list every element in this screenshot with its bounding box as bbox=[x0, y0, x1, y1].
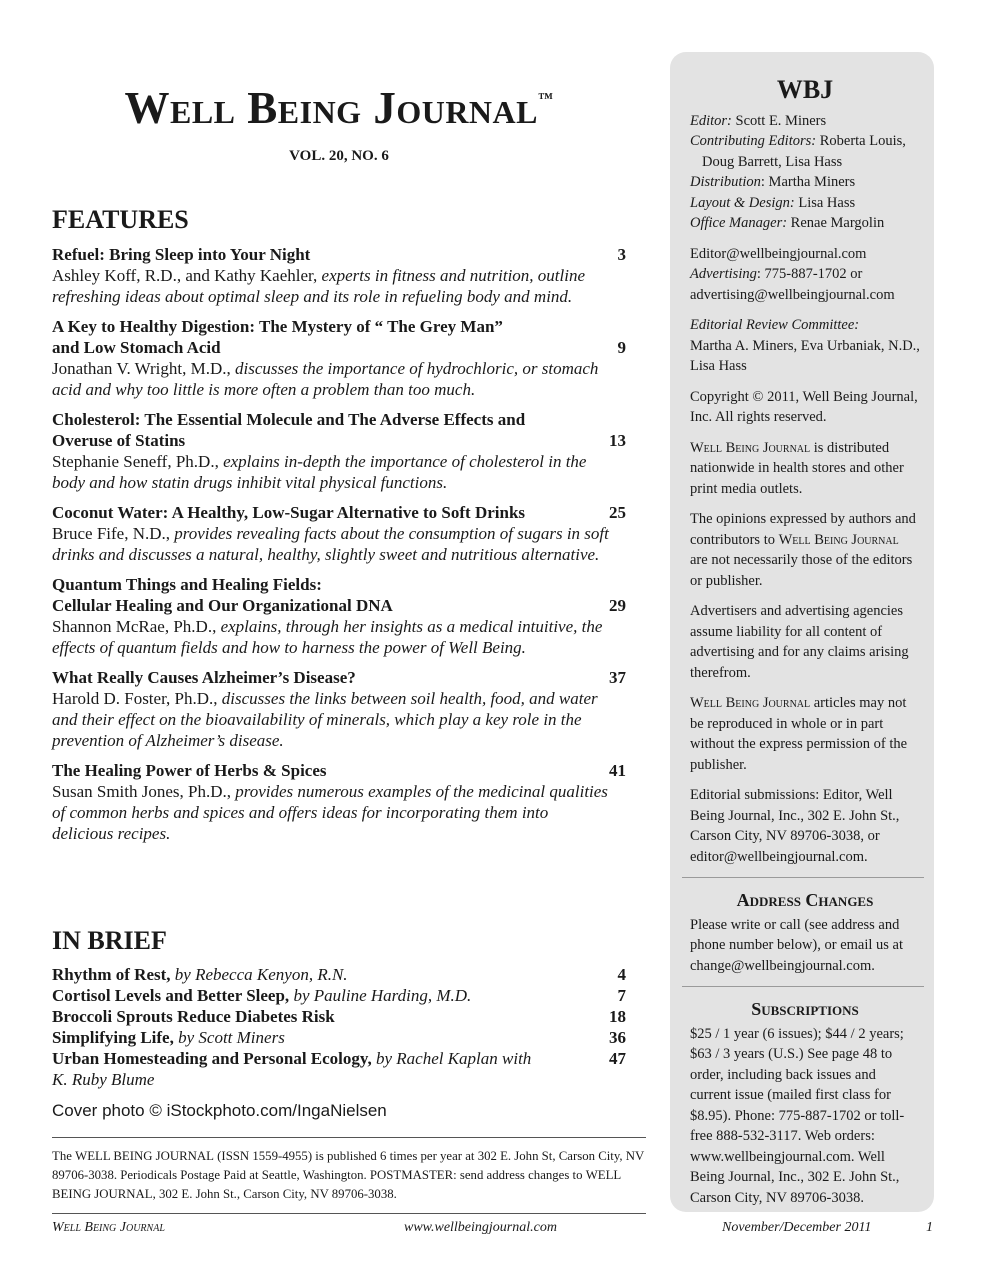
feature-title-row bbox=[52, 502, 626, 523]
feature-article[interactable] bbox=[52, 244, 626, 307]
feature-title-row bbox=[52, 667, 626, 688]
editor-email-link[interactable]: Editor@wellbeingjournal.com bbox=[690, 245, 867, 262]
staff-row: Office Manager: Renae Margolin bbox=[690, 215, 885, 231]
feature-title-row bbox=[52, 760, 626, 781]
staff-row: Contributing Editors: Roberta Louis, bbox=[690, 133, 906, 149]
feature-page: 25 bbox=[609, 503, 626, 522]
feature-title-continued[interactable]: and Low Stomach Acid bbox=[52, 338, 221, 357]
subscriptions-heading: Subscriptions bbox=[751, 999, 859, 1019]
brief-byline-continued: K. Ruby Blume bbox=[52, 1070, 155, 1089]
brief-byline: by Scott Miners bbox=[178, 1028, 285, 1047]
feature-page: 41 bbox=[609, 761, 626, 780]
feature-title-row bbox=[52, 337, 626, 358]
feature-title[interactable]: Refuel: Bring Sleep into Your Night bbox=[52, 245, 311, 264]
brief-page: 36 bbox=[609, 1028, 626, 1047]
cover-credit: Cover photo © iStockphoto.com/IngaNielsen bbox=[52, 1101, 387, 1120]
footer-page-number: 1 bbox=[926, 1220, 933, 1235]
feature-description bbox=[52, 781, 626, 844]
feature-title[interactable]: What Really Causes Alzheimer’s Disease? bbox=[52, 668, 356, 687]
brief-page: 7 bbox=[617, 986, 626, 1005]
feature-summary: experts in fitness and nutrition, outline refreshing ideas about optimal sleep and its role in refueling body and mind. bbox=[52, 266, 586, 306]
feature-author: Ashley Koff, R.D., and Kathy Kaehler, bbox=[52, 266, 318, 285]
feature-title-row bbox=[52, 316, 626, 337]
feature-description bbox=[52, 358, 626, 400]
feature-article[interactable] bbox=[52, 502, 626, 565]
brief-item[interactable] bbox=[52, 964, 626, 985]
contact-block: Editor@wellbeingjournal.com Advertising: 775-887-1702 or advertising@wellbeingjournal.com bbox=[690, 244, 920, 306]
feature-summary: provides numerous examples of the medicinal qualities of common herbs and spices and offers ideas for incorporating them into delicious recipes. bbox=[52, 782, 608, 843]
brief-title[interactable]: Cortisol Levels and Better Sleep, bbox=[52, 986, 290, 1005]
feature-title-continued[interactable]: Cellular Healing and Our Organizational DNA bbox=[52, 596, 393, 615]
feature-description bbox=[52, 265, 626, 307]
feature-author: Harold D. Foster, Ph.D., bbox=[52, 689, 218, 708]
footer-journal-name: Well Being Journal bbox=[52, 1220, 165, 1235]
feature-page: 13 bbox=[609, 431, 626, 450]
feature-title-continued[interactable]: Overuse of Statins bbox=[52, 431, 186, 450]
advertising-email-link[interactable]: advertising@wellbeingjournal.com bbox=[690, 286, 895, 303]
feature-description bbox=[52, 688, 626, 751]
brief-title[interactable]: Simplifying Life, bbox=[52, 1028, 174, 1047]
reproduction-notice: Well Being Journal articles may not be reproduced in whole or in part without the express permission of the publisher. bbox=[690, 695, 908, 773]
feature-article[interactable] bbox=[52, 316, 626, 400]
footer-website-link[interactable]: www.wellbeingjournal.com bbox=[404, 1220, 557, 1235]
sidebar-title: WBJ bbox=[776, 75, 834, 104]
feature-page: 9 bbox=[617, 338, 626, 357]
sidebar-divider bbox=[682, 986, 924, 987]
copyright-notice: Copyright © 2011, Well Being Journal, Inc. All rights reserved. bbox=[690, 388, 918, 425]
feature-author: Shannon McRae, Ph.D., bbox=[52, 617, 217, 636]
feature-summary: provides revealing facts about the consumption of sugars in soft drinks and discusses a natural, healthy, slightly sweet and nutritious alternative. bbox=[52, 524, 609, 564]
brief-page: 4 bbox=[617, 965, 626, 984]
journal-title bbox=[52, 83, 626, 133]
advertising-phone: : 775-887-1702 or bbox=[756, 266, 863, 282]
staff-row: Editor: Scott E. Miners bbox=[690, 112, 827, 129]
trademark-mark: ™ bbox=[538, 91, 554, 107]
journal-name: WELL BEING JOURNAL bbox=[75, 1149, 214, 1163]
feature-page: 37 bbox=[609, 668, 626, 687]
feature-title[interactable]: Coconut Water: A Healthy, Low-Sugar Alternative to Soft Drinks bbox=[52, 503, 526, 522]
brief-title[interactable]: Broccoli Sprouts Reduce Diabetes Risk bbox=[52, 1007, 335, 1026]
opinions-notice: The opinions expressed by authors and contributors to Well Being Journal are not necessarily those of the editors or publisher. bbox=[690, 511, 916, 589]
features-heading: FEATURES bbox=[52, 205, 189, 234]
feature-description bbox=[52, 523, 626, 565]
journal-title-text: Well Being Journal bbox=[124, 83, 538, 133]
brief-byline: by Pauline Harding, M.D. bbox=[293, 986, 472, 1005]
subscriptions-text: $25 / 1 year (6 issues); $44 / 2 years; $63 / 3 years (U.S.) See page 48 to order, including back issues and current issue (mailed first class for $8.95). Phone: 775-887-1702 or toll-free 888-532-3117. Web orders: www.wellbeingjournal.com. Well Being Journal, Inc., 302 E. John St., Carson City, NV 89706-3038. bbox=[690, 1025, 905, 1206]
sidebar-divider bbox=[682, 877, 924, 878]
feature-summary: explains, through her insights as a medical intuitive, the effects of quantum fields and how to harness the power of Well Being. bbox=[52, 617, 603, 657]
feature-title[interactable]: The Healing Power of Herbs & Spices bbox=[52, 761, 327, 780]
issue-number: VOL. 20, NO. 6 bbox=[289, 148, 389, 164]
divider bbox=[52, 1137, 646, 1138]
journal-name: WELL BEING JOURNAL bbox=[52, 1168, 621, 1201]
feature-description bbox=[52, 451, 626, 493]
feature-page: 29 bbox=[609, 596, 626, 615]
review-committee: Editorial Review Committee: Martha A. Miners, Eva Urbaniak, N.D., Lisa Hass bbox=[690, 317, 920, 374]
feature-author: Susan Smith Jones, Ph.D., bbox=[52, 782, 231, 801]
feature-article[interactable] bbox=[52, 409, 626, 493]
feature-title-row bbox=[52, 409, 626, 430]
brief-title[interactable]: Urban Homesteading and Personal Ecology, bbox=[52, 1049, 372, 1068]
staff-row: Doug Barrett, Lisa Hass bbox=[702, 153, 843, 170]
feature-article[interactable] bbox=[52, 760, 626, 844]
staff-row: Distribution: Martha Miners bbox=[690, 174, 856, 190]
masthead bbox=[52, 83, 626, 133]
distribution-notice: Well Being Journal is distributed nationwide in health stores and other print media outlets. bbox=[690, 439, 904, 497]
feature-title[interactable]: A Key to Healthy Digestion: The Mystery of “ The Grey Man” bbox=[52, 317, 503, 336]
staff-list bbox=[690, 111, 920, 234]
feature-author: Stephanie Seneff, Ph.D., bbox=[52, 452, 219, 471]
feature-author: Bruce Fife, N.D., bbox=[52, 524, 171, 543]
feature-description bbox=[52, 616, 626, 658]
feature-title[interactable]: Cholesterol: The Essential Molecule and The Adverse Effects and bbox=[52, 410, 526, 429]
staff-row: Layout & Design: Lisa Hass bbox=[690, 194, 856, 211]
brief-byline: by Rebecca Kenyon, R.N. bbox=[174, 965, 348, 984]
in-brief-list bbox=[52, 964, 626, 1090]
features-list bbox=[52, 244, 626, 853]
feature-summary: discusses the links between soil health, food, and water and their effect on the bioavailability of minerals, which play a key role in the prevention of Alzheimer’s disease. bbox=[52, 689, 598, 750]
feature-article[interactable] bbox=[52, 667, 626, 751]
brief-title[interactable]: Rhythm of Rest, bbox=[52, 965, 171, 984]
feature-page: 3 bbox=[617, 245, 626, 264]
feature-article[interactable] bbox=[52, 574, 626, 658]
feature-title-row bbox=[52, 595, 626, 616]
feature-title-row bbox=[52, 574, 626, 595]
brief-byline: by Rachel Kaplan with bbox=[375, 1049, 532, 1068]
in-brief-heading: IN BRIEF bbox=[52, 926, 167, 955]
footer-issue-date: November/December 2011 bbox=[722, 1220, 872, 1235]
brief-page: 18 bbox=[609, 1007, 626, 1026]
submissions-notice: Editorial submissions: Editor, Well Being Journal, Inc., 302 E. John St., Carson City, NV 89706-3038, or editor@wellbeingjournal.com. bbox=[690, 787, 900, 865]
feature-title-row bbox=[52, 244, 626, 265]
feature-title-row bbox=[52, 430, 626, 451]
advertisers-notice: Advertisers and advertising agencies assume liability for all content of advertising and for any claims arising therefrom. bbox=[690, 603, 909, 681]
brief-item[interactable] bbox=[52, 1006, 626, 1027]
feature-title[interactable]: Quantum Things and Healing Fields: bbox=[52, 575, 322, 594]
brief-item[interactable] bbox=[52, 1027, 626, 1048]
address-changes-text: Please write or call (see address and phone number below), or email us at change@wellbeingjournal.com. bbox=[690, 916, 904, 974]
feature-author: Jonathan V. Wright, M.D., bbox=[52, 359, 231, 378]
address-changes-heading: Address Changes bbox=[736, 890, 874, 910]
feature-summary: discusses the importance of hydrochloric, or stomach acid and why too little is more often a problem than too much. bbox=[52, 359, 599, 399]
feature-summary: explains in-depth the importance of cholesterol in the body and how statin drugs inhibit vital physical functions. bbox=[52, 452, 587, 492]
postmaster-label: POSTMASTER bbox=[369, 1168, 454, 1182]
divider bbox=[52, 1213, 646, 1214]
publisher-note: The WELL BEING JOURNAL (ISSN 1559-4955) is published 6 times per year at 302 E. John St, Carson City, NV 89706-3038. Periodicals Postage Paid at Seattle, Washington. POSTMASTER: send address changes to WELL BEING JOURNAL, 302 E. John St., Carson City, NV 89706-3038. bbox=[52, 1149, 645, 1201]
brief-item[interactable] bbox=[52, 985, 626, 1006]
sidebar-panel bbox=[670, 52, 934, 1212]
brief-page: 47 bbox=[609, 1049, 626, 1068]
brief-item[interactable] bbox=[52, 1048, 626, 1069]
